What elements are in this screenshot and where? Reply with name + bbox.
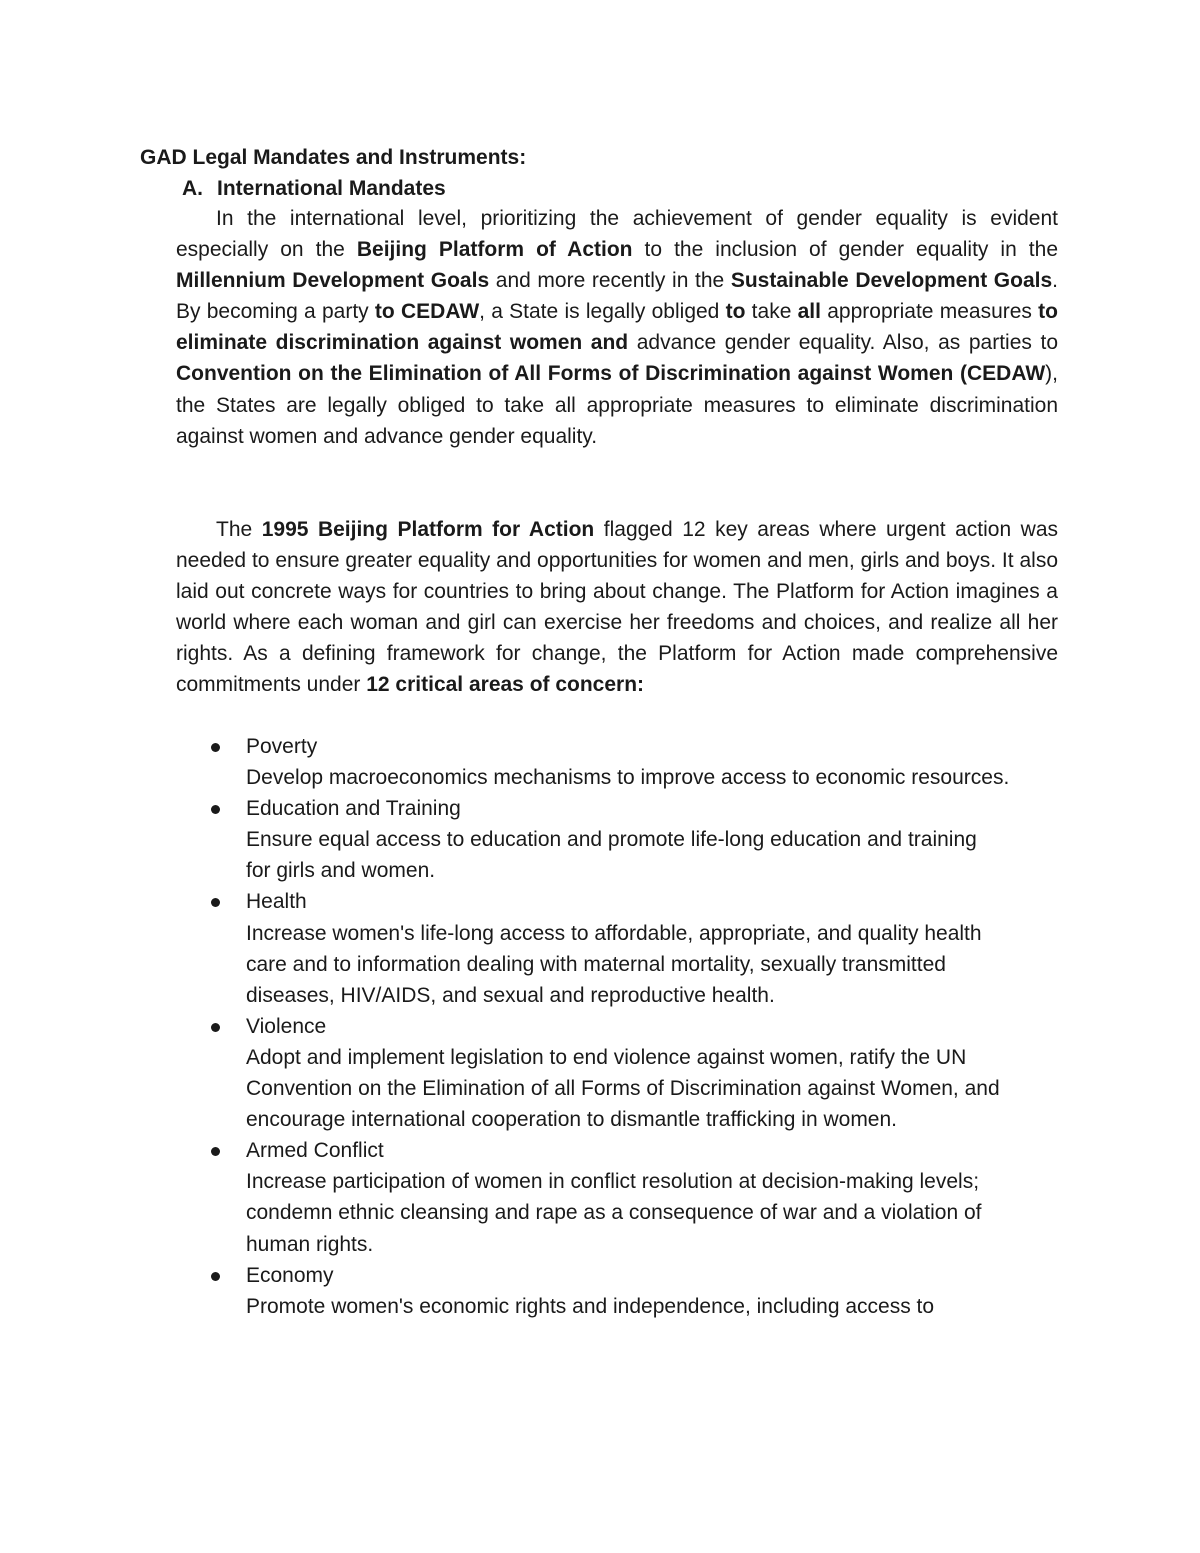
section-marker: A. — [182, 177, 203, 200]
paragraph-text: , a State is legally obliged — [479, 300, 726, 324]
critical-areas-list — [176, 731, 1058, 1322]
bullet-icon — [211, 1147, 220, 1156]
area-description: Adopt and implement legislation to end violence against women, ratify the UN Convention on the Elimination of all Forms of Discrimination against Women, and encourage international cooperation to dismantle trafficking in women. — [246, 1045, 1000, 1132]
area-title: Poverty — [246, 735, 318, 758]
paragraph-text: and more recently in the — [489, 269, 731, 293]
paragraph-text: advance gender equality. Also, as parties to — [628, 331, 1058, 355]
emphasis-cedaw: to CEDAW — [374, 300, 480, 324]
list-item — [176, 886, 1058, 1010]
bullet-icon — [211, 805, 220, 814]
paragraph-international-mandates — [176, 203, 1058, 452]
emphasis-critical-areas: 12 critical areas of concern: — [366, 673, 645, 697]
paragraph-beijing-platform — [176, 514, 1058, 701]
area-description: Develop macroeconomics mechanisms to improve access to economic resources. — [246, 766, 1010, 790]
area-description: Increase participation of women in conflict resolution at decision-making levels; condemn ethnic cleansing and rape as a consequence of war and a violation of human rights. — [246, 1170, 982, 1256]
area-description: Promote women's economic rights and independence, including access to — [246, 1294, 935, 1318]
bullet-icon — [211, 898, 220, 907]
emphasis-sdg: Sustainable Development Goals — [730, 269, 1053, 293]
paragraph-text: ), the States are legally obliged to take all appropriate measures to eliminate discrimination against women and advance gender equality. — [176, 362, 1058, 448]
area-title: Education and Training — [246, 797, 461, 821]
paragraph-text: The — [216, 518, 262, 541]
area-title: Health — [246, 890, 307, 914]
list-item — [176, 731, 1058, 793]
area-description: Increase women's life-long access to affordable, appropriate, and quality health care and to information dealing with maternal mortality, sexually transmitted diseases, HIV/AIDS, and sexual and reproductive health. — [246, 921, 982, 1007]
paragraph-text: appropriate measures — [820, 300, 1039, 324]
emphasis-1995-beijing: 1995 Beijing Platform for Action — [261, 518, 595, 541]
area-title: Violence — [246, 1014, 327, 1038]
bullet-icon — [211, 1272, 220, 1281]
list-item — [176, 1260, 1058, 1322]
emphasis-mdg: Millennium Development Goals — [176, 269, 490, 293]
emphasis-all: all — [797, 300, 821, 324]
area-title: Armed Conflict — [246, 1139, 384, 1163]
list-item — [176, 1135, 1058, 1259]
paragraph-text: In the international level, prioritizing the achievement of gender equality is evident especially on the — [176, 207, 1058, 262]
emphasis-convention: Convention on the Elimination of All Forms of Discrimination against Women (CEDAW — [176, 362, 1046, 386]
paragraph-text: to the inclusion of gender equality in the — [632, 238, 1058, 262]
bullet-icon — [211, 743, 220, 752]
document-heading: GAD Legal Mandates and Instruments: — [140, 146, 527, 169]
emphasis-to: to — [725, 300, 746, 324]
paragraph-text: take — [745, 300, 798, 324]
emphasis-eliminate-discrimination: to eliminate discrimination against women and — [176, 300, 1058, 355]
area-title: Economy — [246, 1263, 334, 1287]
paragraph-text: . By becoming a party — [176, 269, 1059, 324]
section-heading — [182, 173, 446, 204]
list-item — [176, 793, 1058, 886]
emphasis-beijing-platform: Beijing Platform of Action — [356, 238, 633, 262]
area-description: Ensure equal access to education and promote life-long education and training for girls and women. — [246, 828, 977, 883]
section-title: International Mandates — [217, 177, 446, 200]
bullet-icon — [211, 1023, 220, 1032]
paragraph-text: flagged 12 key areas where urgent action was needed to ensure greater equality and opportunities for women and men, girls and boys. It also laid out concrete ways for countries to bring about change. The Platform for Action imagines a world where each woman and girl can exercise her freedoms and choices, and realize all her rights. As a defining framework for change, the Platform for Action made comprehensive commitments under — [176, 518, 1059, 697]
list-item — [176, 1011, 1058, 1135]
